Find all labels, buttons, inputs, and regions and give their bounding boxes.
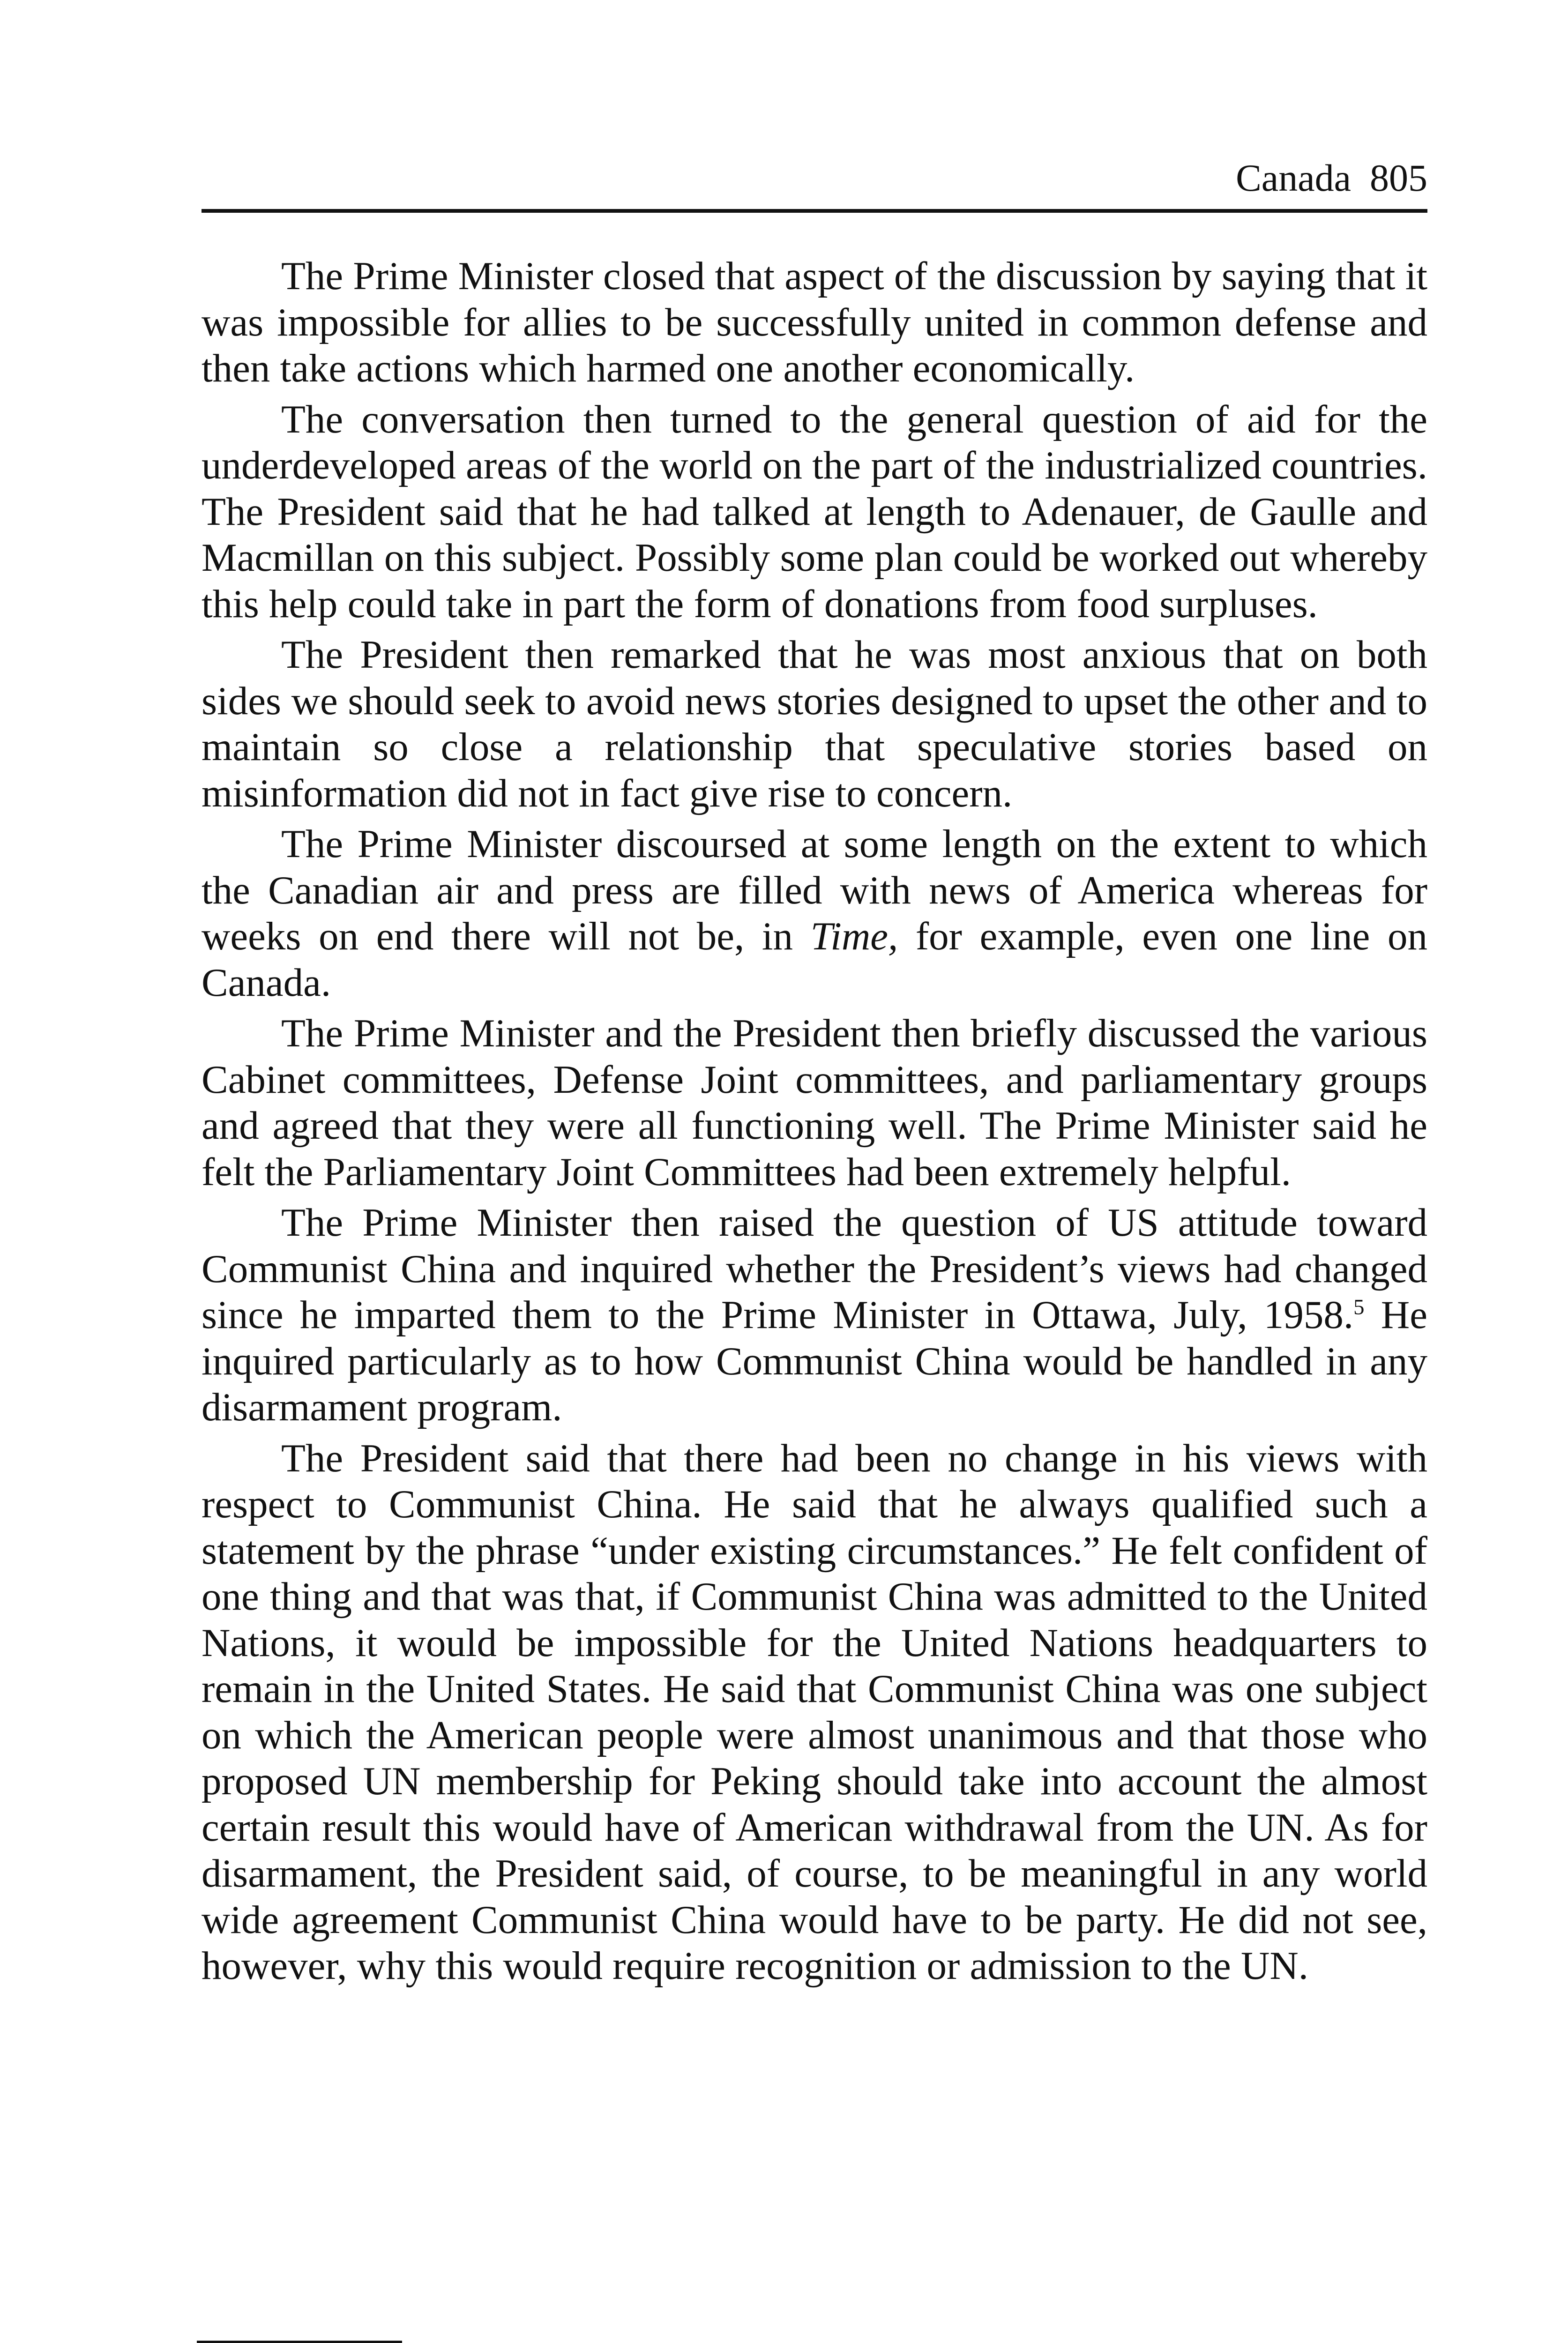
paragraph-6 [202,1200,1427,1431]
paragraph-1: The Prime Minister closed that aspect of the discussion by saying that it was impossible for allies to be successfully united in common defense and then take actions which harmed one another economically. [202,254,1427,390]
paragraph-5: The Prime Minister and the President then briefly discussed the various Cabinet committees, Defense Joint committees, and parliamentary groups and agreed that they were all functioning well. The Prime Minister said he felt the Parliamentary Joint Committees had been extremely helpful. [202,1011,1427,1194]
italic-title: Time, [810,914,898,958]
footnote-reference: 5 [1353,1295,1365,1320]
paragraph-6-text-after: He inquired particularly as to how Communist China would be handled in any disarmament program. [202,1293,1427,1429]
paragraph-7: The President said that there had been no change in his views with respect to Communist China. He said that he always qualified such a statement by the phrase “under existing circumstances.” He felt confident of one thing and that was that, if Communist China was admitted to the United Nations, it would be impossible for the United Nations headquarters to remain in the United States. He said that Communist China was one subject on which the American people were almost unanimous and that those who proposed UN membership for Peking should take into account the almost certain result this would have of American withdrawal from the UN. As for disarmament, the President said, of course, to be meaningful in any world wide agreement Communist China would have to be party. He did not see, however, why this would require recognition or admission to the UN. [202,1436,1427,1988]
paragraph-3: The President then remarked that he was most anxious that on both sides we should seek to avoid news stories designed to upset the other and to maintain so close a relationship that speculative stories based on misinformation did not in fact give rise to concern. [202,633,1427,815]
paragraph-2: The conversation then turned to the general question of aid for the underdeveloped areas of the world on the part of the industrialized countries. The President said that he had talked at length to Adenauer, de Gaulle and Macmillan on this subject. Possibly some plan could be worked out whereby this help could take in part the form of donations from food surpluses. [202,397,1427,626]
page-number: 805 [1370,157,1427,199]
paragraph-4 [202,821,1427,1006]
paragraph-4-text-before: The Prime Minister discoursed at some length on the extent to which the Canadian air and press are filled with news of America whereas for weeks on end there will not be, in [202,822,1427,958]
footnote-divider [197,2341,402,2343]
paragraph-6-text-before: The Prime Minister then raised the question of US attitude toward Communist China and inquired whether the President’s views had changed since he imparted them to the Prime Minister in Ottawa, July, 1958. [202,1201,1427,1337]
body-text [202,253,1427,1994]
running-head-section: Canada [1236,157,1351,199]
paragraph-4-text-after: for example, even one line on Canada. [202,914,1427,1005]
page-header [202,155,1427,213]
